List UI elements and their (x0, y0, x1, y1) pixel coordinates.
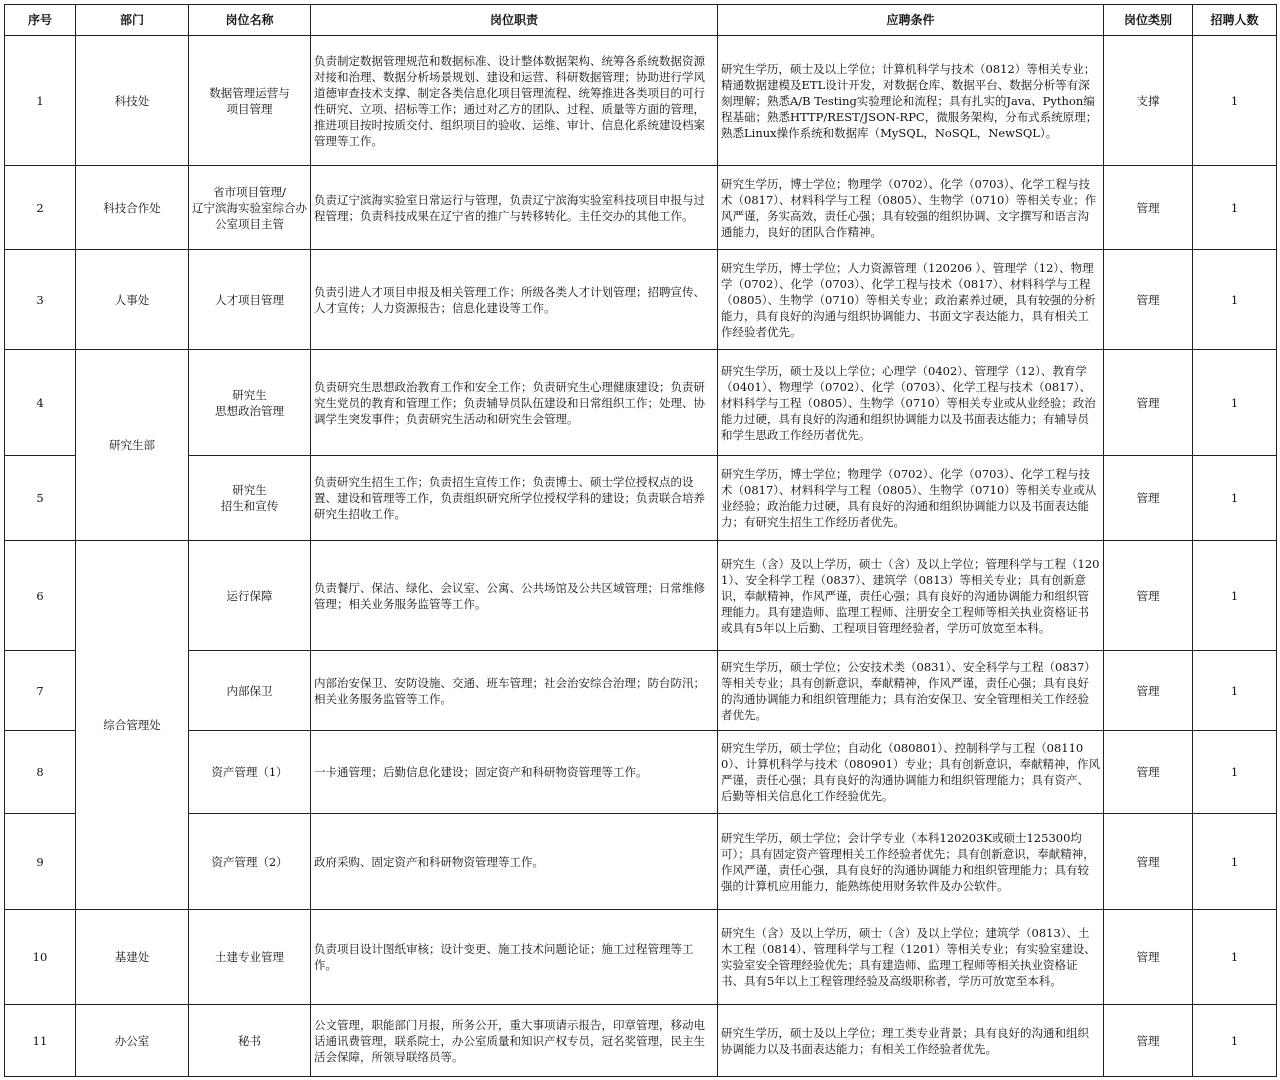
requirements-cell: 研究生学历，硕士及以上学位；心理学（0402）、管理学（12）、教育学（0401）、物理学（0702）、化学（0703）、化学工程与技术（0817）、材料科学与工程（0805）、生物学（0710）等相关专业或从业经验；政治能力过硬，具有良好的沟通和组织协调能力以及书面表达能力；有辅导员和学生思政工作经历者优先。 (718, 350, 1104, 456)
table-row (5, 350, 1277, 456)
recruitment-table (4, 4, 1277, 1077)
category-cell: 管理 (1104, 541, 1193, 651)
position-cell: 数据管理运营与 项目管理 (189, 36, 311, 166)
requirements-cell: 研究生学历，博士学位；人力资源管理（120206 ）、管理学（12）、物理学（0702）、化学（0703）、化学工程与技术（0817）、材料科学与工程（0805）、生物学（0710）等相关专业；政治素养过硬，具有较强的分析能力，具有良好的沟通与组织协调能力、书面文字表达能力，具有相关工作经验者优先。 (718, 250, 1104, 350)
requirements-cell: 研究生（含）及以上学历，硕士（含）及以上学位；管理科学与工程（1201）、安全科学工程（0837）、建筑学（0813）等相关专业；具有创新意识，奉献精神，作风严谨，责任心强；具有良好的沟通协调能力和组织管理能力。具有建造师、监理工程师、注册安全工程师等相关执业资格证书或具有5年以上后勤、工程项目管理经验者，学历可放宽至本科。 (718, 541, 1104, 651)
category-cell: 管理 (1104, 731, 1193, 814)
requirements-cell: 研究生学历，硕士学位；公安技术类（0831）、安全科学与工程（0837）等相关专业；具有创新意识，奉献精神，作风严谨，责任心强；具有良好的沟通协调能力和组织管理能力；具有治安保卫、安全管理相关工作经验者优先。 (718, 651, 1104, 731)
requirements-cell: 研究生学历，博士学位；物理学（0702）、化学（0703）、化学工程与技术（0817）、材料科学与工程（0805）、生物学（0710）等相关专业或从业经验；政治能力过硬，具有良好的沟通和组织协调能力以及书面表达能力；有研究生招生工作经历者优先。 (718, 456, 1104, 541)
position-cell: 运行保障 (189, 541, 311, 651)
category-cell: 管理 (1104, 456, 1193, 541)
position-cell: 研究生 思想政治管理 (189, 350, 311, 456)
position-cell: 人才项目管理 (189, 250, 311, 350)
count-cell: 1 (1193, 250, 1277, 350)
table-row (5, 731, 1277, 814)
table-row (5, 166, 1277, 250)
count-cell: 1 (1193, 350, 1277, 456)
department-cell: 人事处 (76, 250, 189, 350)
requirements-cell: 研究生学历，硕士学位；会计学专业（本科120203K或硕士125300均可）；具有固定资产管理相关工作经验者优先；具有创新意识，奉献精神，作风严谨，责任心强，具有良好的沟通协调能力和组织管理能力；具有较强的计算机应用能力，能熟练使用财务软件及办公软件。 (718, 814, 1104, 910)
row-index: 7 (5, 651, 76, 731)
category-cell: 管理 (1104, 1005, 1193, 1077)
table-row (5, 1005, 1277, 1077)
row-index: 8 (5, 731, 76, 814)
category-cell: 管理 (1104, 350, 1193, 456)
count-cell: 1 (1193, 166, 1277, 250)
department-cell: 基建处 (76, 910, 189, 1005)
table-row (5, 36, 1277, 166)
count-cell: 1 (1193, 814, 1277, 910)
row-index: 11 (5, 1005, 76, 1077)
department-cell: 研究生部 (76, 350, 189, 541)
header-category: 岗位类别 (1104, 5, 1193, 36)
department-cell: 科技合作处 (76, 166, 189, 250)
row-index: 9 (5, 814, 76, 910)
count-cell: 1 (1193, 541, 1277, 651)
row-index: 1 (5, 36, 76, 166)
category-cell: 管理 (1104, 651, 1193, 731)
count-cell: 1 (1193, 651, 1277, 731)
category-cell: 支撑 (1104, 36, 1193, 166)
row-index: 10 (5, 910, 76, 1005)
count-cell: 1 (1193, 731, 1277, 814)
header-count: 招聘人数 (1193, 5, 1277, 36)
row-index: 5 (5, 456, 76, 541)
table-row (5, 250, 1277, 350)
requirements-cell: 研究生学历，硕士学位；自动化（080801）、控制科学与工程（081100）、计算机科学与技术（080901）专业；具有创新意识，奉献精神，作风严谨，责任心强；具有良好的沟通协调能力和组织管理能力；具有资产、后勤等相关信息化工作经验优先。 (718, 731, 1104, 814)
header-position: 岗位名称 (189, 5, 311, 36)
position-cell: 内部保卫 (189, 651, 311, 731)
count-cell: 1 (1193, 36, 1277, 166)
header-index: 序号 (5, 5, 76, 36)
row-index: 2 (5, 166, 76, 250)
duties-cell: 负责引进人才项目申报及相关管理工作；所级各类人才计划管理；招聘宣传、人才宣传；人力资源报告；信息化建设等工作。 (311, 250, 718, 350)
category-cell: 管理 (1104, 814, 1193, 910)
requirements-cell: 研究生学历，硕士及以上学位；理工类专业背景；具有良好的沟通和组织协调能力以及书面表达能力；有相关工作经验者优先。 (718, 1005, 1104, 1077)
duties-cell: 负责制定数据管理规范和数据标准、设计整体数据架构、统筹各系统数据资源对接和治理、数据分析场景规划、建设和运营、科研数据管理；协助进行学风道德审查技术支撑、制定各类信息化项目管理流程、统筹推进各类项目的可行性研究、立项、招标等工作；通过对乙方的团队、过程、质量等方面的管理，推进项目按时按质交付、组织项目的验收、运维、审计、信息化系统建设档案管理等工作。 (311, 36, 718, 166)
table-row (5, 910, 1277, 1005)
row-index: 4 (5, 350, 76, 456)
position-cell: 研究生 招生和宣传 (189, 456, 311, 541)
duties-cell: 公文管理，职能部门月报，所务公开，重大事项请示报告，印章管理，移动电话通讯费管理，联系院士，办公室质量和知识产权专员，冠名奖管理，民主生活会保障，所领导联络员等。 (311, 1005, 718, 1077)
header-department: 部门 (76, 5, 189, 36)
row-index: 3 (5, 250, 76, 350)
category-cell: 管理 (1104, 166, 1193, 250)
table-row (5, 814, 1277, 910)
position-cell: 资产管理（2） (189, 814, 311, 910)
department-cell: 办公室 (76, 1005, 189, 1077)
table-row (5, 456, 1277, 541)
table-row (5, 651, 1277, 731)
position-cell: 资产管理（1） (189, 731, 311, 814)
position-cell: 秘书 (189, 1005, 311, 1077)
category-cell: 管理 (1104, 250, 1193, 350)
requirements-cell: 研究生学历，硕士及以上学位；计算机科学与技术（0812）等相关专业；精通数据建模及ETL设计开发，对数据仓库、数据平台、数据分析等有深刻理解；熟悉A/B Testing实验理论和流程；具有扎实的Java、Python编程基础；熟悉HTTP/REST/JSON-RPC，微服务架构，分布式系统原理；熟悉Linux操作系统和数据库（MySQL，NoSQL，NewSQL）。 (718, 36, 1104, 166)
requirements-cell: 研究生学历，博士学位；物理学（0702）、化学（0703）、化学工程与技术（0817）、材料科学与工程（0805）、生物学（0710）等相关专业；作风严谨，务实高效，责任心强；具有较强的组织协调、文字撰写和语言沟通能力，良好的团队合作精神。 (718, 166, 1104, 250)
position-cell: 土建专业管理 (189, 910, 311, 1005)
count-cell: 1 (1193, 1005, 1277, 1077)
department-cell: 综合管理处 (76, 541, 189, 910)
duties-cell: 负责辽宁滨海实验室日常运行与管理，负责辽宁滨海实验室科技项目申报与过程管理；负责科技成果在辽宁省的推广与转移转化。主任交办的其他工作。 (311, 166, 718, 250)
header-row (5, 5, 1277, 36)
count-cell: 1 (1193, 456, 1277, 541)
row-index: 6 (5, 541, 76, 651)
count-cell: 1 (1193, 910, 1277, 1005)
duties-cell: 负责餐厅、保洁、绿化、会议室、公寓、公共场馆及公共区域管理；日常维修管理；相关业务服务监管等工作。 (311, 541, 718, 651)
duties-cell: 负责项目设计图纸审核；设计变更、施工技术问题论证；施工过程管理等工作。 (311, 910, 718, 1005)
category-cell: 管理 (1104, 910, 1193, 1005)
position-cell: 省市项目管理/ 辽宁滨海实验室综合办公室项目主管 (189, 166, 311, 250)
header-requirements: 应聘条件 (718, 5, 1104, 36)
duties-cell: 一卡通管理；后勤信息化建设；固定资产和科研物资管理等工作。 (311, 731, 718, 814)
duties-cell: 负责研究生思想政治教育工作和安全工作；负责研究生心理健康建设；负责研究生党员的教育和管理工作；负责辅导员队伍建设和日常组织工作；处理、协调学生突发事件；负责研究生活动和研究生会管理。 (311, 350, 718, 456)
department-cell: 科技处 (76, 36, 189, 166)
duties-cell: 内部治安保卫、安防设施、交通、班车管理；社会治安综合治理；防台防汛；相关业务服务监管等工作。 (311, 651, 718, 731)
duties-cell: 政府采购、固定资产和科研物资管理等工作。 (311, 814, 718, 910)
duties-cell: 负责研究生招生工作；负责招生宣传工作；负责博士、硕士学位授权点的设置、建设和管理等工作，负责组织研究所学位授权学科的建设；负责联合培养研究生招收工作。 (311, 456, 718, 541)
header-duties: 岗位职责 (311, 5, 718, 36)
table-row (5, 541, 1277, 651)
requirements-cell: 研究生（含）及以上学历，硕士（含）及以上学位；建筑学（0813）、土木工程（0814）、管理科学与工程（1201）等相关专业；有实验室建设、实验室安全管理经验优先；具有建造师、监理工程师等相关执业资格证书、具有5年以上工程管理经验及高级职称者，学历可放宽至本科。 (718, 910, 1104, 1005)
